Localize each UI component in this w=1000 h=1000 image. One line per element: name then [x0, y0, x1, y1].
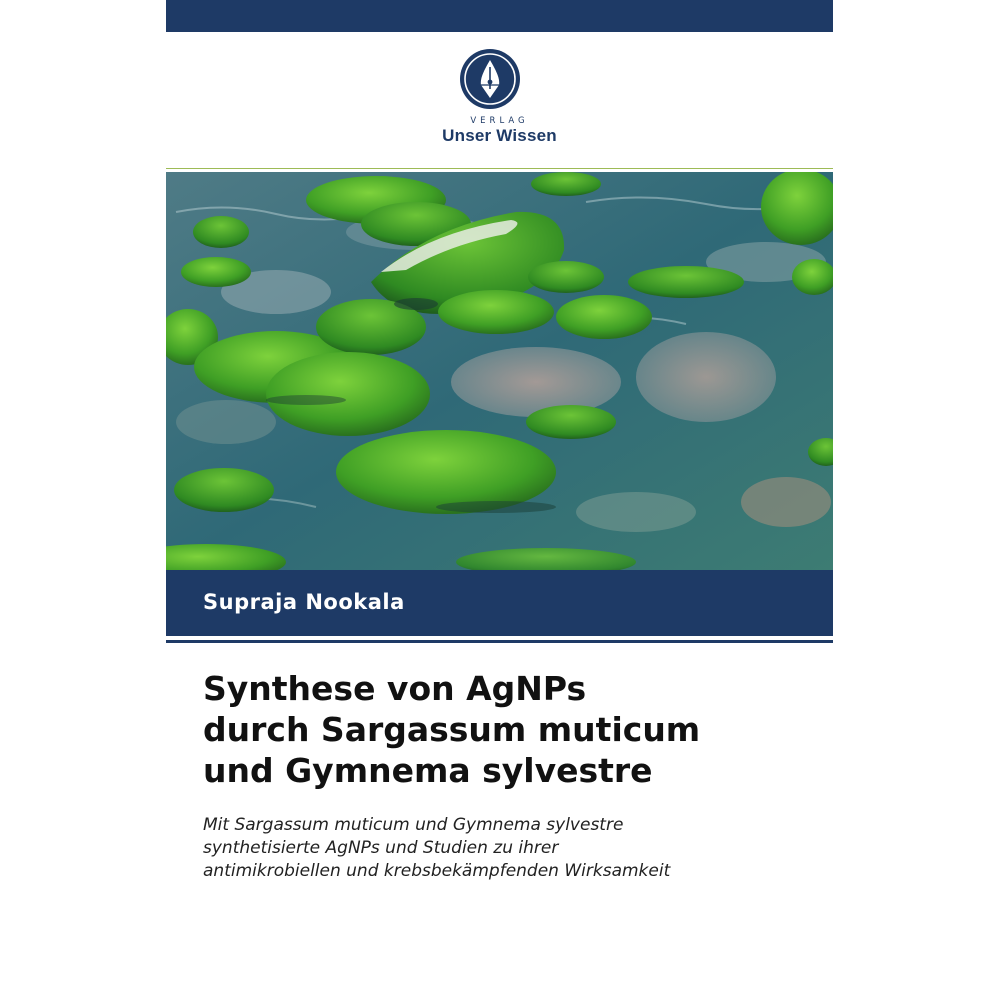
subtitle-line: Mit Sargassum muticum und Gymnema sylvestre [203, 815, 624, 835]
title-line: und Gymnema sylvestre [203, 751, 653, 790]
book-cover [166, 0, 833, 1000]
title-line: durch Sargassum muticum [203, 710, 701, 749]
photo-top-rule [166, 168, 833, 169]
title-line: Synthese von AgNPs [203, 669, 587, 708]
subtitle-line: synthetisierte AgNPs und Studien zu ihrer [203, 838, 559, 858]
author-rule [166, 640, 833, 643]
subtitle-line: antimikrobiellen und krebsbekämpfenden Wirksamkeit [203, 861, 671, 881]
algae-rocks-image [166, 172, 833, 570]
publisher-logo [166, 46, 833, 156]
author-band [166, 570, 833, 636]
publisher-imprint: VERLAG [470, 116, 529, 126]
cover-photo [166, 172, 833, 570]
book-title [203, 668, 823, 791]
book-subtitle [203, 814, 823, 883]
pen-nib-icon [459, 48, 521, 110]
top-color-band [166, 0, 833, 32]
publisher-name: Unser Wissen [442, 126, 557, 145]
author-name: Supraja Nookala [203, 590, 405, 614]
